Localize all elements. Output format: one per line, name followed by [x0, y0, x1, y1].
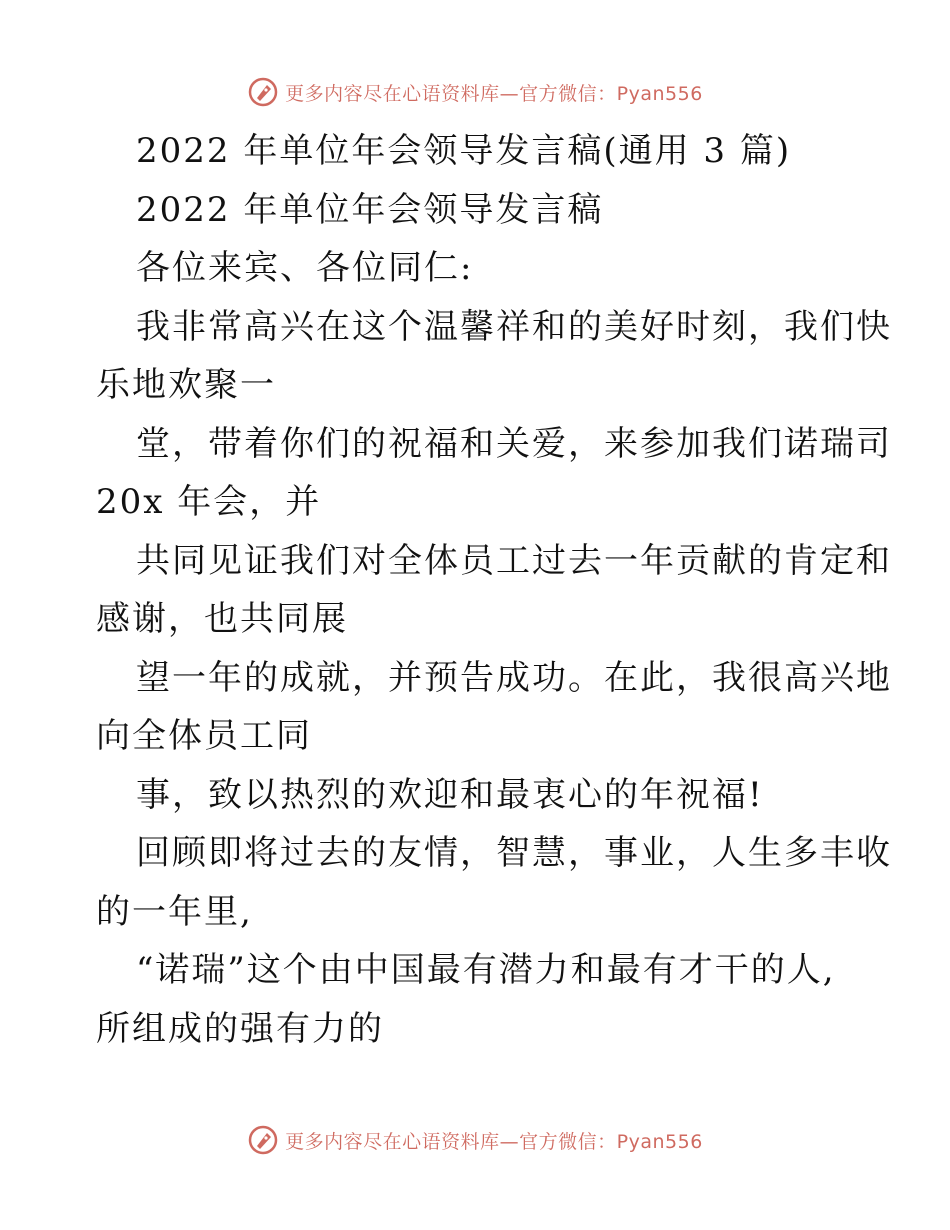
section-heading: 2022 年单位年会领导发言稿: [136, 189, 604, 230]
paragraph-line: 20x 年会，并: [96, 482, 322, 522]
paragraph-line: 向全体员工同: [96, 716, 312, 756]
paragraph-line: 回顾即将过去的友情，智慧，事业，人生多丰收: [136, 833, 892, 873]
paragraph-line: 望一年的成就，并预告成功。在此，我很高兴地: [136, 657, 892, 698]
paragraph-line: 共同见证我们对全体员工过去一年贡献的肯定和: [136, 540, 892, 581]
paragraph-line: 的一年里,: [96, 891, 253, 932]
paragraph-line: 事，致以热烈的欢迎和最衷心的年祝福!: [136, 774, 764, 815]
watermark-text: 更多内容尽在心语资料库—官方微信：Pyan556: [285, 1130, 703, 1153]
paragraph-line: 堂，带着你们的祝福和关爱，来参加我们诺瑞司: [136, 423, 892, 464]
paragraph-line: 我非常高兴在这个温馨祥和的美好时刻，我们快: [136, 306, 892, 347]
paragraph-line: 所组成的强有力的: [96, 1008, 384, 1049]
paragraph-line: “诺瑞”这个由中国最有潜力和最有才干的人,: [136, 950, 836, 990]
watermark-text: 更多内容尽在心语资料库—官方微信：Pyan556: [285, 82, 703, 105]
pen-nib-logo-icon: [247, 1124, 279, 1156]
paragraph-line: 感谢，也共同展: [96, 599, 348, 639]
footer-watermark: [0, 1120, 950, 1160]
paragraph-line: 乐地欢聚一: [96, 365, 276, 405]
header-watermark: [0, 72, 950, 112]
pen-nib-logo-icon: [247, 76, 279, 108]
salutation: 各位来宾、各位同仁:: [136, 248, 474, 288]
document-body: [96, 122, 892, 1058]
document-title: 2022 年单位年会领导发言稿(通用 3 篇): [136, 131, 792, 171]
